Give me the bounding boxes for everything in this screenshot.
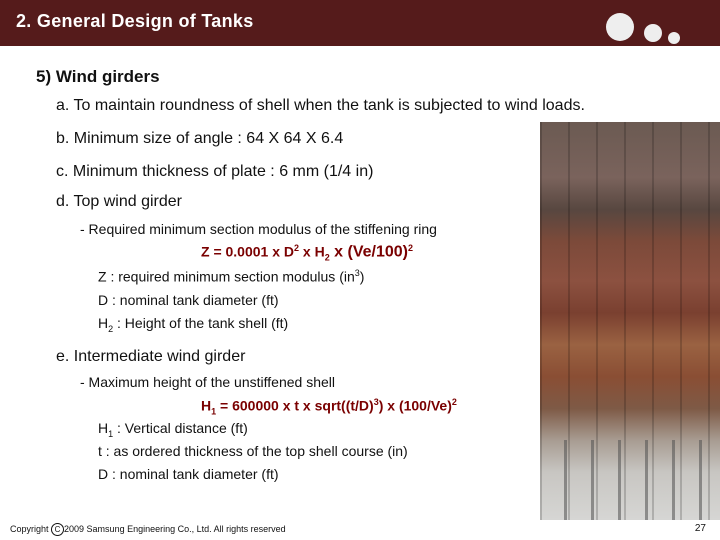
def-h1: $H_1$ : Vertical distance (ft)	[98, 420, 248, 439]
intermediate-girder-formula: $H_1 = 600000$ x t x $sqrt((t/D)^3)$ x $(100/Ve)^2$	[201, 397, 457, 417]
item-c: c. Minimum thickness of plate : 6 mm (1/4 in)	[56, 163, 374, 180]
item-d: d. Top wind girder	[56, 193, 182, 210]
def-d: D : nominal tank diameter (ft)	[98, 292, 279, 308]
def-d-intermediate: D : nominal tank diameter (ft)	[98, 466, 279, 482]
page-title: 2. General Design of Tanks	[16, 11, 254, 31]
item-e: e. Intermediate wind girder	[56, 348, 246, 365]
item-a: a. To maintain roundness of shell when the tank is subjected to wind loads.	[56, 97, 585, 114]
page-number: 27	[694, 523, 706, 534]
def-h2: $H_2$ : Height of the tank shell (ft)	[98, 315, 289, 334]
def-t: t : as ordered thickness of the top shell course (in)	[98, 443, 408, 459]
def-z: Z : required minimum section modulus $(in^3)$	[98, 268, 365, 285]
decorative-dot-small	[668, 32, 680, 44]
copyright-notice: Copyright C 2009 Samsung Engineering Co., Ltd. All rights reserved	[10, 523, 286, 534]
item-e-description: - Maximum height of the unstiffened shell	[80, 374, 335, 390]
top-girder-formula: Z = 0.0001 x $D^2$ x $H_2$ x $(Ve/100)^2$	[201, 243, 414, 263]
decorative-dot-medium	[644, 24, 662, 42]
decorative-dot-large	[606, 13, 634, 41]
tank-floor-beams	[540, 440, 720, 520]
item-d-description: - Required minimum section modulus of the stiffening ring	[80, 221, 437, 237]
item-b: b. Minimum size of angle : 64 X 64 X 6.4	[56, 130, 344, 147]
tank-shell-photo	[540, 122, 720, 520]
copyright-icon: C	[51, 523, 64, 536]
title-bar	[0, 0, 720, 46]
section-heading: 5) Wind girders	[36, 67, 160, 86]
